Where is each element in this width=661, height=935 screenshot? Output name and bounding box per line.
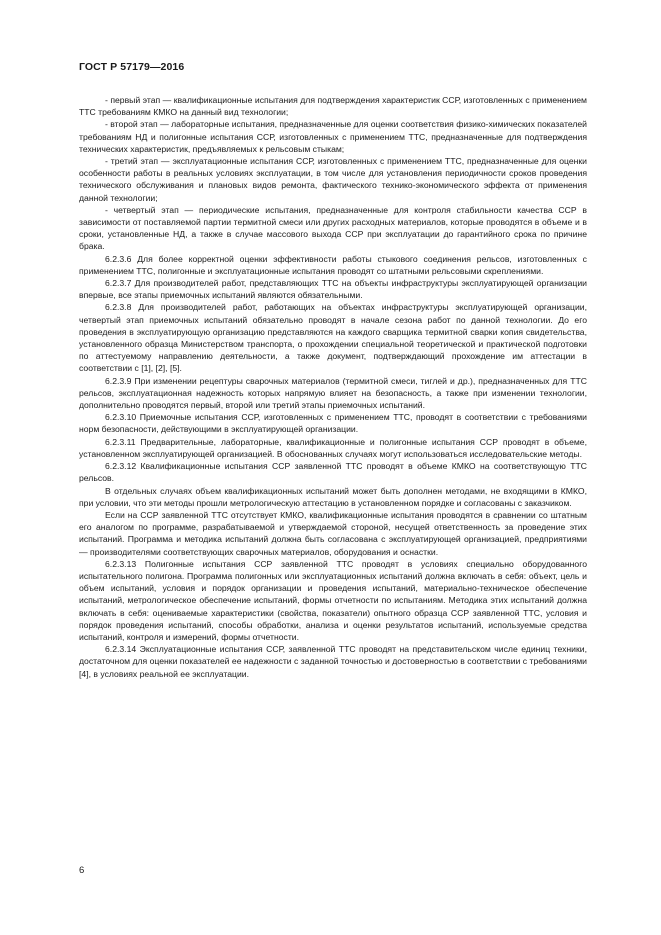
paragraph: 6.2.3.13 Полигонные испытания ССР заявленной ТТС проводят в условиях специально оборудованного испытательного полигона. Программа полигонных или эксплуатационных испытаний должна включать в себя: объект, цель и объем испытаний, условия и порядок организации и проведения испытаний, материально-техническое обеспечение испытаний, метрологическое обеспечение испытаний, формы отчетности по испытаниям. Методика этих испытаний должна включать в себя: оцениваемые характеристики (свойства, показатели) опытного образца ССР заявленной ТТС, условия и порядок проведения испытаний, способы обработки, анализа и оценки результатов испытаний, используемые средства испытаний, контроля и измерений, формы отчетности.: [79, 558, 587, 642]
paragraph: - третий этап — эксплуатационные испытания ССР, изготовленных с применением ТТС, предназначенные для оценки особенности работы в реальных условиях эксплуатации, в том числе для установления периодичности сроков проведения технического обслуживания и плановых видов ремонта, фактического технико-экономического эффекта от применения данной технологии;: [79, 156, 587, 203]
page-number: 6: [79, 865, 85, 876]
paragraph: В отдельных случаях объем квалификационных испытаний может быть дополнен методами, не входящими в КМКО, при условии, что эти методы прошли метрологическую аттестацию в установленном порядке и согласованы с заказчиком.: [79, 485, 587, 508]
paragraph: 6.2.3.8 Для производителей работ, работающих на объектах инфраструктуры эксплуатирующей организации, четвертый этап приемочных испытаний обязательно проводят в начале сезона работ по данной технологии. До его проведения в эксплуатирующую организацию представляются на каждого сварщика термитной сварки копия свидетельства, установленного образца Министерством транспорта, о прохождении специальной теоретической и практической подготовки по аттестуемому направлению деятельности, а также документ, подтверждающий прохождение им аттестации в соответствии с [1], [2], [5].: [79, 302, 587, 374]
paragraph: Если на ССР заявленной ТТС отсутствует КМКО, квалификационные испытания проводятся в сравнении со штатным его аналогом по программе, разрабатываемой и утверждаемой стороной, несущей ответственность за проведение этих испытаний. Программа и методика испытаний должна быть согласована с эксплуатирующей организацией, предприятиями — производителями соответствующих сварочных материалов, оборудования и оснастки.: [79, 509, 587, 557]
paragraph: 6.2.3.10 Приемочные испытания ССР, изготовленных с применением ТТС, проводят в соответствии с требованиями норм безопасности, действующими в эксплуатирующей организации.: [79, 412, 587, 435]
paragraph: 6.2.3.6 Для более корректной оценки эффективности работы стыкового соединения рельсов, изготовленных с применением ТТС, полигонные и эксплуатационные испытания проводят со штатными рельсовыми скреплениями.: [79, 253, 587, 276]
paragraph: - четвертый этап — периодические испытания, предназначенные для контроля стабильности качества ССР в зависимости от поставляемой партии термитной смеси или других расходных материалов, которые проводятся в объеме и в сроки, установленные НД, а также в случае массового выхода ССР при эксплуатации до гарантийного срока по причине брака.: [79, 204, 587, 252]
document-body: [79, 94, 587, 680]
paragraph: - первый этап — квалификационные испытания для подтверждения характеристик ССР, изготовленных с применением ТТС требованиям КМКО на данный вид технологии;: [79, 95, 587, 118]
paragraph: - второй этап — лабораторные испытания, предназначенные для оценки соответствия физико-химических показателей требованиям НД и полигонные испытания ССР, изготовленных с применением ТТС, предназначенные для подтверждения технических характеристик, предъявляемых к рельсовым стыкам;: [79, 119, 587, 154]
paragraph: 6.2.3.7 Для производителей работ, представляющих ТТС на объекты инфраструктуры эксплуатирующей организации впервые, все этапы приемочных испытаний являются обязательными.: [79, 278, 587, 301]
paragraph: 6.2.3.9 При изменении рецептуры сварочных материалов (термитной смеси, тиглей и др.), предназначенных для ТТС рельсов, эксплуатационная надежность которых напрямую влияет на безопасность, а также при изменении технологии, дополнительно проводятся первый, второй или третий этапы приемочных испытаний.: [79, 375, 587, 411]
document-header: ГОСТ Р 57179—2016: [79, 61, 185, 73]
paragraph: 6.2.3.11 Предварительные, лабораторные, квалификационные и полигонные испытания ССР проводят в объеме, установленном эксплуатирующей организацией. В обоснованных случаях могут использоваться исследовательские методы.: [79, 436, 587, 459]
paragraph: 6.2.3.12 Квалификационные испытания ССР заявленной ТТС проводят в объеме КМКО на соответствующую ТТС рельсов.: [79, 461, 587, 484]
paragraph: 6.2.3.14 Эксплуатационные испытания ССР, заявленной ТТС проводят на представительском числе единиц техники, достаточном для оценки показателей ее надежности с заданной точностью и достоверностью в соответствии с требованиями [4], в условиях реальной ее эксплуатации.: [79, 644, 587, 679]
